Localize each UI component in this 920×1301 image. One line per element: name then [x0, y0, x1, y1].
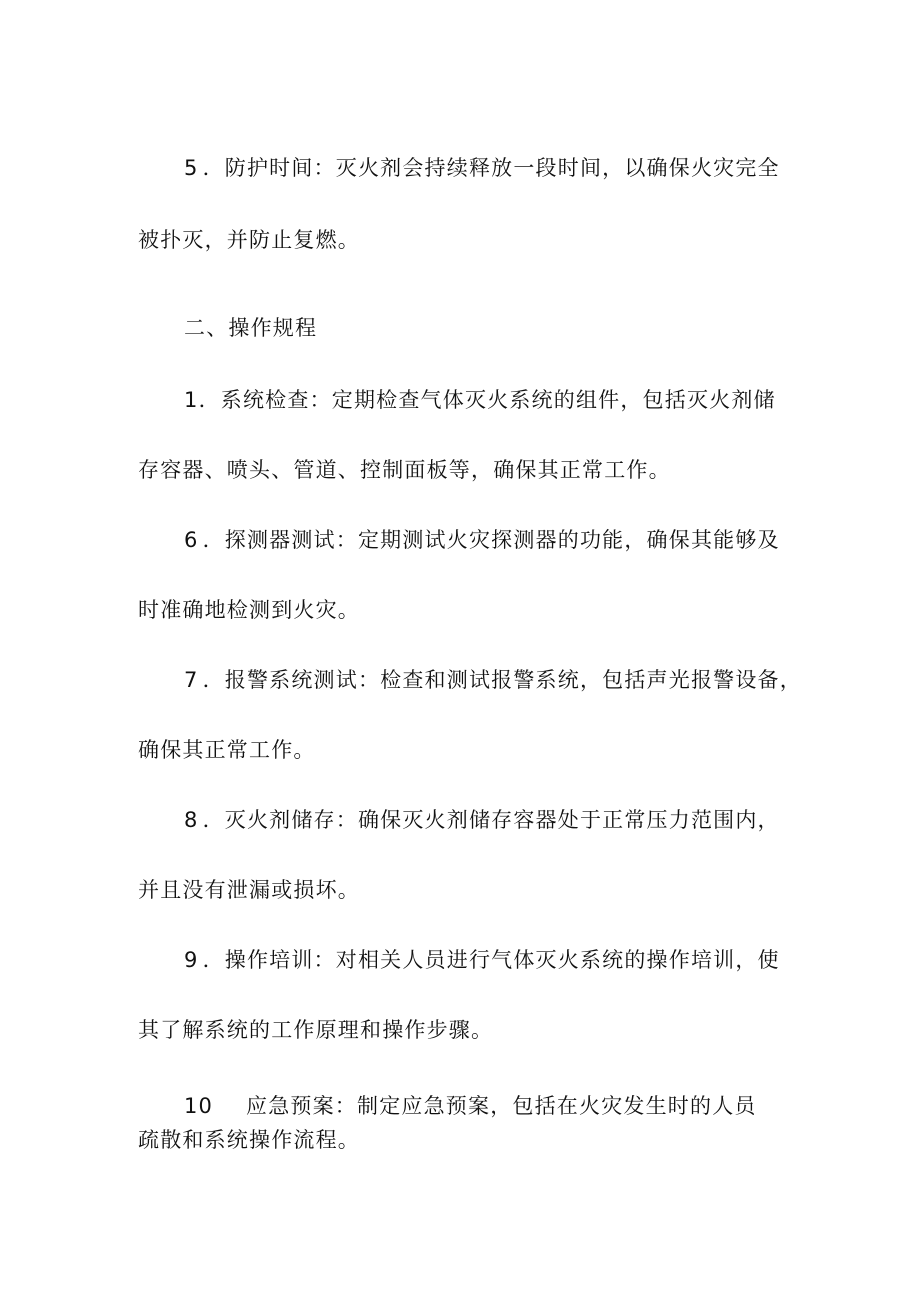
item-9-line-2: 其了解系统的工作原理和操作步骤。 [138, 1018, 494, 1042]
item-10-text: 应急预案：制定应急预案，包括在火灾发生时的人员 [246, 1094, 757, 1118]
item-8-number: 8 [184, 808, 199, 832]
section-heading: 二、操作规程 [184, 316, 318, 340]
item-10-line-1 [184, 1096, 757, 1117]
item-8-line-2: 并且没有泄漏或损坏。 [138, 878, 360, 902]
item-1-text: ．系统检查：定期检查气体灭火系统的组件，包括灭火剂储 [198, 388, 776, 412]
item-5-text: ．防护时间：灭火剂会持续释放一段时间，以确保火灾完全 [202, 156, 780, 180]
item-5-line-2: 被扑灭，并防止复燃。 [138, 228, 360, 252]
item-6-line-1 [184, 530, 780, 551]
item-5-line-1 [184, 158, 780, 179]
item-1-number: 1 [184, 388, 199, 412]
item-9-line-1 [184, 950, 780, 971]
item-10-number: 10 [184, 1094, 214, 1118]
item-1-line-2: 存容器、喷头、管道、控制面板等，确保其正常工作。 [138, 458, 671, 482]
item-6-number: 6 [184, 528, 199, 552]
item-8-line-1 [184, 810, 780, 831]
item-8-text: ．灭火剂储存：确保灭火剂储存容器处于正常压力范围内， [202, 808, 780, 832]
item-7-text: ．报警系统测试：检查和测试报警系统，包括声光报警设备， [202, 668, 802, 692]
item-9-text: ．操作培训：对相关人员进行气体灭火系统的操作培训，使 [202, 948, 780, 972]
item-7-line-1 [184, 670, 802, 691]
item-9-number: 9 [184, 948, 199, 972]
item-7-line-2: 确保其正常工作。 [138, 738, 316, 762]
item-10-line-2: 疏散和系统操作流程。 [138, 1128, 360, 1152]
item-1-line-1 [184, 390, 776, 411]
item-7-number: 7 [184, 668, 199, 692]
item-5-number: 5 [184, 156, 199, 180]
item-6-text: ．探测器测试：定期测试火灾探测器的功能，确保其能够及 [202, 528, 780, 552]
item-6-line-2: 时准确地检测到火灾。 [138, 598, 360, 622]
